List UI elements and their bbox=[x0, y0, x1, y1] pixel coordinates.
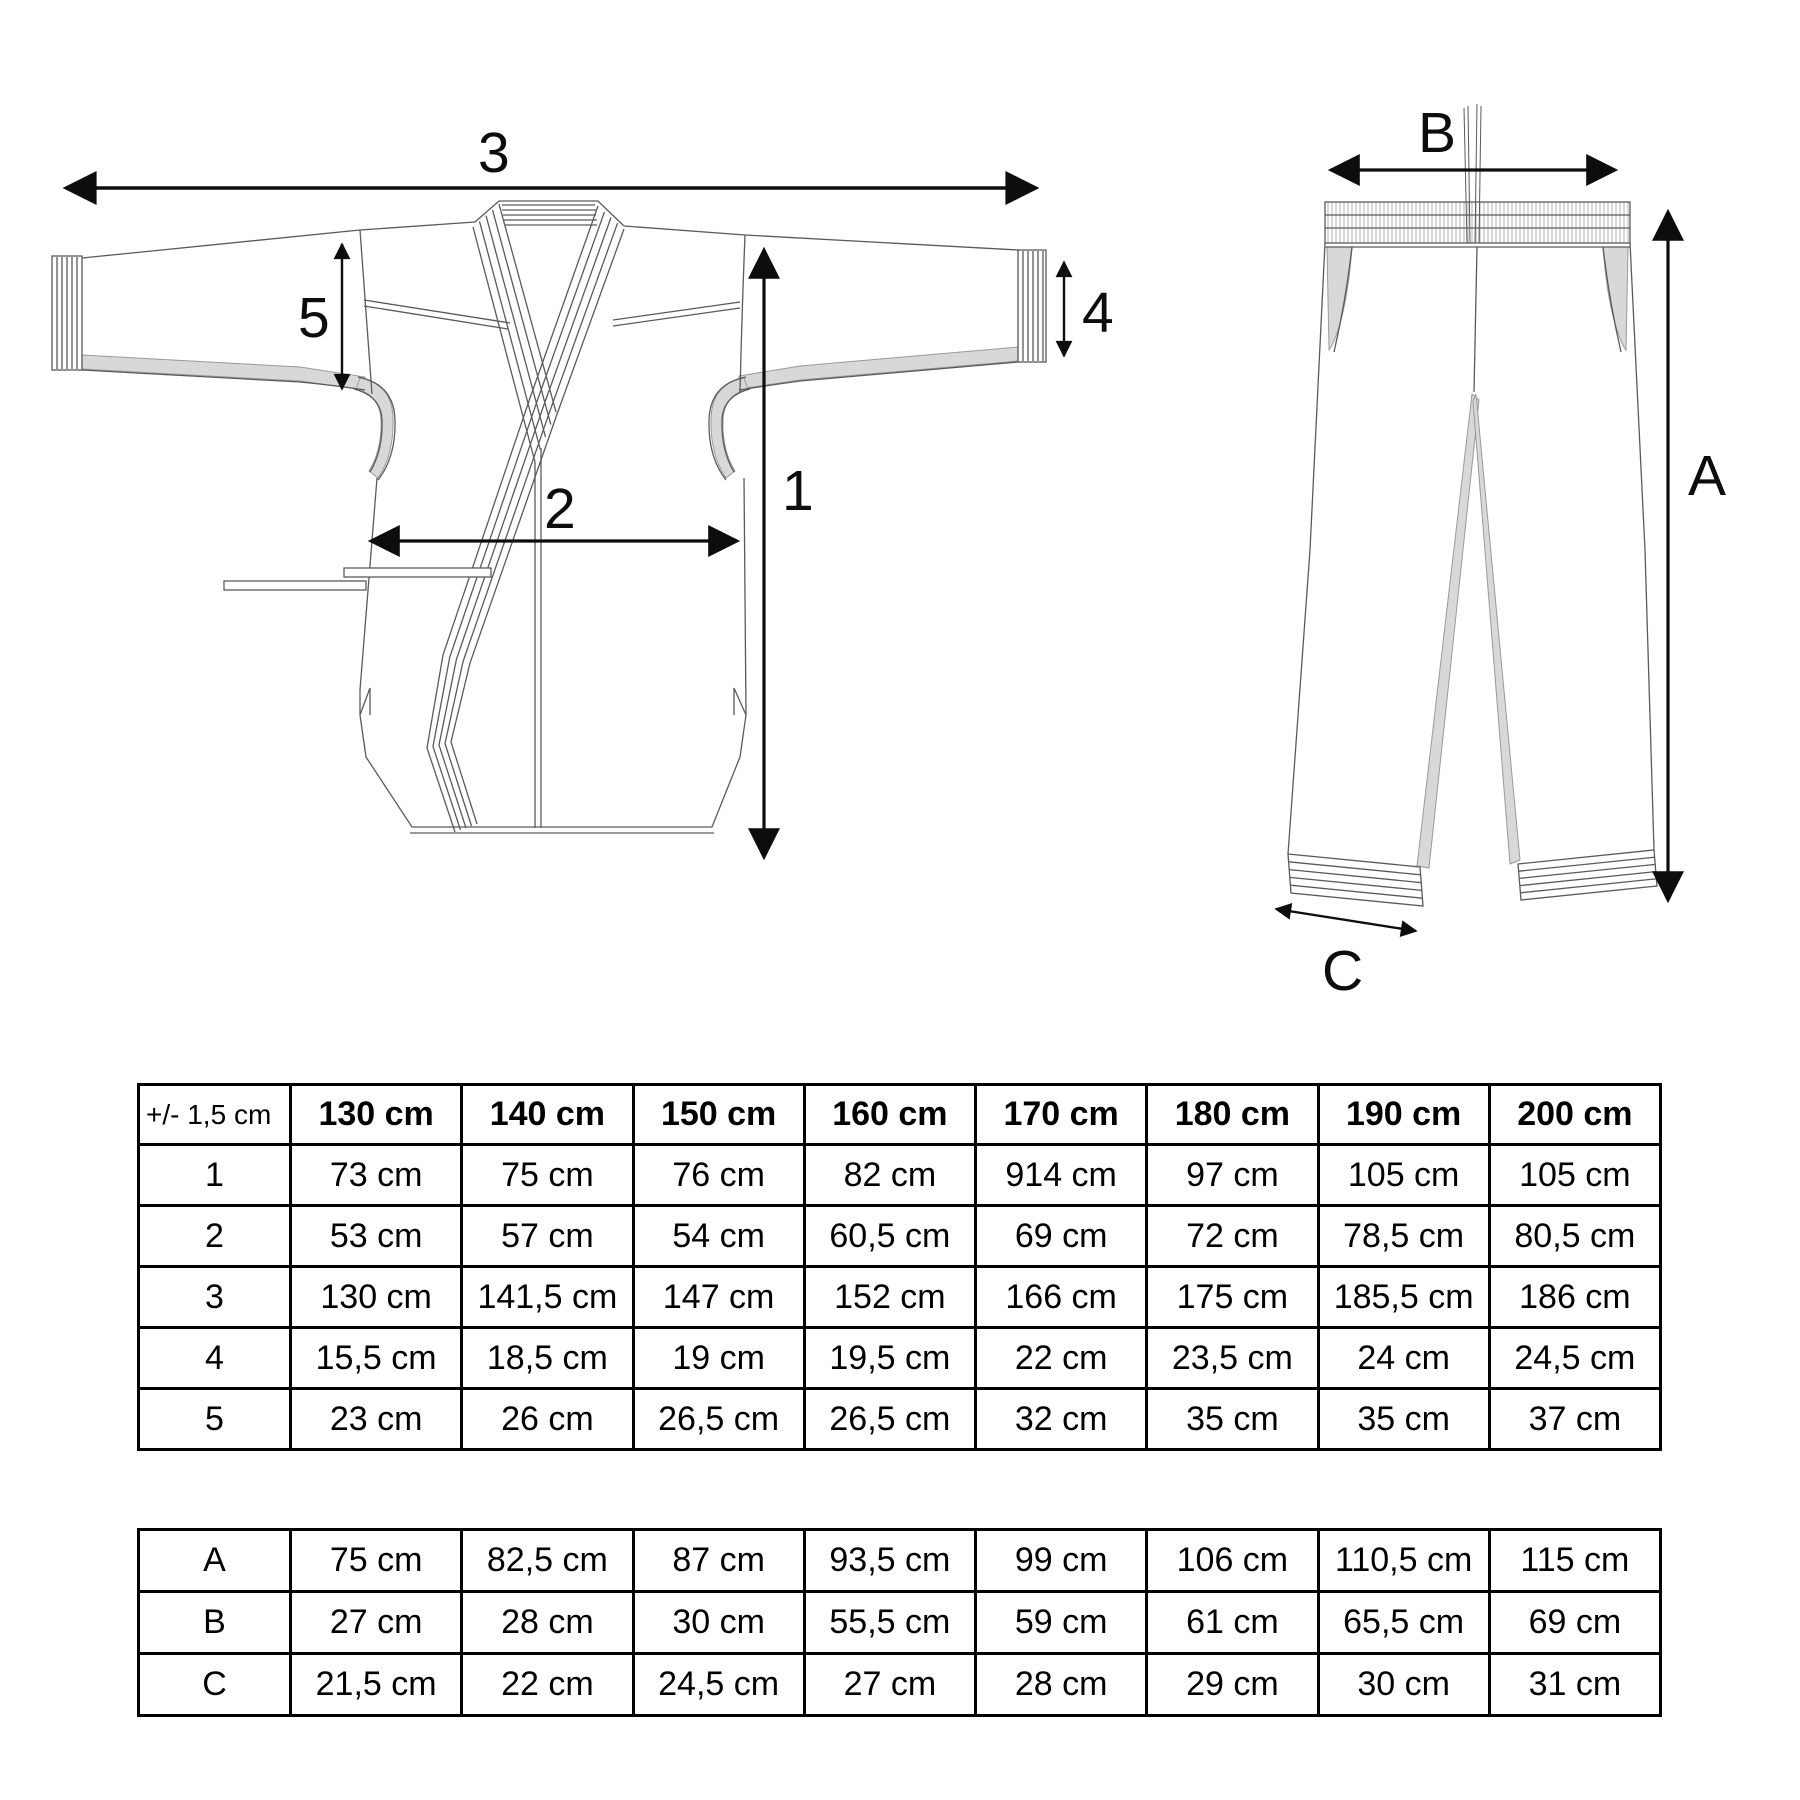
row-label-cell: A bbox=[139, 1530, 291, 1592]
dim-label-3: 3 bbox=[478, 121, 510, 185]
measurement-cell: 75 cm bbox=[291, 1530, 462, 1592]
measurement-cell: 78,5 cm bbox=[1318, 1206, 1489, 1267]
measurement-cell: 30 cm bbox=[633, 1592, 804, 1654]
jacket-size-table bbox=[137, 1083, 1662, 1451]
measurement-cell: 24,5 cm bbox=[1489, 1328, 1660, 1389]
measurement-cell: 73 cm bbox=[291, 1145, 462, 1206]
dim-label-C: C bbox=[1322, 939, 1364, 1003]
header-row bbox=[139, 1085, 1661, 1145]
measurement-cell: 37 cm bbox=[1489, 1389, 1660, 1450]
measurement-cell: 65,5 cm bbox=[1318, 1592, 1489, 1654]
table-row bbox=[139, 1145, 1661, 1206]
pants-diagram bbox=[1150, 60, 1800, 1010]
measurement-cell: 28 cm bbox=[462, 1592, 633, 1654]
row-label-cell: 5 bbox=[139, 1389, 291, 1450]
table-row bbox=[139, 1206, 1661, 1267]
measurement-cell: 69 cm bbox=[976, 1206, 1147, 1267]
measurement-cell: 76 cm bbox=[633, 1145, 804, 1206]
row-label-cell: B bbox=[139, 1592, 291, 1654]
measurement-cell: 35 cm bbox=[1318, 1389, 1489, 1450]
row-label-cell: C bbox=[139, 1654, 291, 1716]
size-header-cell: 130 cm bbox=[291, 1085, 462, 1145]
measurement-cell: 26 cm bbox=[462, 1389, 633, 1450]
measurement-cell: 87 cm bbox=[633, 1530, 804, 1592]
size-header-cell: 170 cm bbox=[976, 1085, 1147, 1145]
size-header-cell: 140 cm bbox=[462, 1085, 633, 1145]
size-header-cell: 150 cm bbox=[633, 1085, 804, 1145]
measurement-cell: 72 cm bbox=[1147, 1206, 1318, 1267]
size-header-cell: 180 cm bbox=[1147, 1085, 1318, 1145]
pants-size-table bbox=[137, 1528, 1662, 1717]
dim-label-4: 4 bbox=[1082, 281, 1114, 345]
measurement-cell: 914 cm bbox=[976, 1145, 1147, 1206]
measurement-cell: 22 cm bbox=[976, 1328, 1147, 1389]
table-row bbox=[139, 1389, 1661, 1450]
measurement-cell: 185,5 cm bbox=[1318, 1267, 1489, 1328]
measurement-cell: 105 cm bbox=[1489, 1145, 1660, 1206]
measurement-cell: 26,5 cm bbox=[804, 1389, 975, 1450]
measurement-cell: 141,5 cm bbox=[462, 1267, 633, 1328]
row-label-cell: 4 bbox=[139, 1328, 291, 1389]
dim-label-A: A bbox=[1688, 444, 1727, 508]
size-header-cell: 160 cm bbox=[804, 1085, 975, 1145]
row-label-cell: 3 bbox=[139, 1267, 291, 1328]
row-label-cell: 1 bbox=[139, 1145, 291, 1206]
measurement-cell: 130 cm bbox=[291, 1267, 462, 1328]
dim-label-1: 1 bbox=[782, 459, 814, 523]
measurement-cell: 93,5 cm bbox=[804, 1530, 975, 1592]
measurement-cell: 105 cm bbox=[1318, 1145, 1489, 1206]
size-header-cell: 200 cm bbox=[1489, 1085, 1660, 1145]
measurement-cell: 152 cm bbox=[804, 1267, 975, 1328]
measurement-cell: 75 cm bbox=[462, 1145, 633, 1206]
measurement-cell: 80,5 cm bbox=[1489, 1206, 1660, 1267]
pants-outline bbox=[1288, 104, 1657, 906]
measurement-cell: 31 cm bbox=[1489, 1654, 1660, 1716]
measurement-cell: 30 cm bbox=[1318, 1654, 1489, 1716]
dim-label-2: 2 bbox=[544, 477, 576, 541]
measurement-cell: 19 cm bbox=[633, 1328, 804, 1389]
measurement-cell: 35 cm bbox=[1147, 1389, 1318, 1450]
measurement-cell: 28 cm bbox=[976, 1654, 1147, 1716]
measurement-cell: 22 cm bbox=[462, 1654, 633, 1716]
measurement-cell: 97 cm bbox=[1147, 1145, 1318, 1206]
measurement-cell: 21,5 cm bbox=[291, 1654, 462, 1716]
measurement-cell: 27 cm bbox=[291, 1592, 462, 1654]
jacket-diagram bbox=[0, 100, 1140, 900]
measurement-cell: 54 cm bbox=[633, 1206, 804, 1267]
measurement-cell: 19,5 cm bbox=[804, 1328, 975, 1389]
measurement-cell: 166 cm bbox=[976, 1267, 1147, 1328]
measurement-cell: 18,5 cm bbox=[462, 1328, 633, 1389]
measurement-cell: 27 cm bbox=[804, 1654, 975, 1716]
tolerance-label-cell: +/- 1,5 cm bbox=[139, 1085, 291, 1145]
measurement-cell: 23,5 cm bbox=[1147, 1328, 1318, 1389]
dim-label-B: B bbox=[1418, 101, 1457, 165]
measurement-cell: 23 cm bbox=[291, 1389, 462, 1450]
table-row bbox=[139, 1592, 1661, 1654]
measurement-cell: 82,5 cm bbox=[462, 1530, 633, 1592]
measurement-cell: 60,5 cm bbox=[804, 1206, 975, 1267]
measurement-cell: 15,5 cm bbox=[291, 1328, 462, 1389]
measurement-cell: 53 cm bbox=[291, 1206, 462, 1267]
measurement-cell: 186 cm bbox=[1489, 1267, 1660, 1328]
measurement-cell: 147 cm bbox=[633, 1267, 804, 1328]
measurement-cell: 24,5 cm bbox=[633, 1654, 804, 1716]
size-header-cell: 190 cm bbox=[1318, 1085, 1489, 1145]
measurement-cell: 115 cm bbox=[1489, 1530, 1660, 1592]
dim-arrow-C bbox=[1276, 909, 1416, 931]
measurement-cell: 61 cm bbox=[1147, 1592, 1318, 1654]
measurement-cell: 32 cm bbox=[976, 1389, 1147, 1450]
table-row bbox=[139, 1267, 1661, 1328]
measurement-cell: 99 cm bbox=[976, 1530, 1147, 1592]
measurement-cell: 24 cm bbox=[1318, 1328, 1489, 1389]
measurement-cell: 29 cm bbox=[1147, 1654, 1318, 1716]
dim-label-5: 5 bbox=[298, 286, 330, 350]
row-label-cell: 2 bbox=[139, 1206, 291, 1267]
measurement-cell: 82 cm bbox=[804, 1145, 975, 1206]
measurement-cell: 175 cm bbox=[1147, 1267, 1318, 1328]
measurement-cell: 26,5 cm bbox=[633, 1389, 804, 1450]
table-row bbox=[139, 1530, 1661, 1592]
table-row bbox=[139, 1328, 1661, 1389]
measurement-cell: 69 cm bbox=[1489, 1592, 1660, 1654]
measurement-cell: 110,5 cm bbox=[1318, 1530, 1489, 1592]
measurement-cell: 55,5 cm bbox=[804, 1592, 975, 1654]
table-row bbox=[139, 1654, 1661, 1716]
measurement-cell: 59 cm bbox=[976, 1592, 1147, 1654]
measurement-cell: 106 cm bbox=[1147, 1530, 1318, 1592]
measurement-cell: 57 cm bbox=[462, 1206, 633, 1267]
pants-shading bbox=[1327, 247, 1628, 868]
